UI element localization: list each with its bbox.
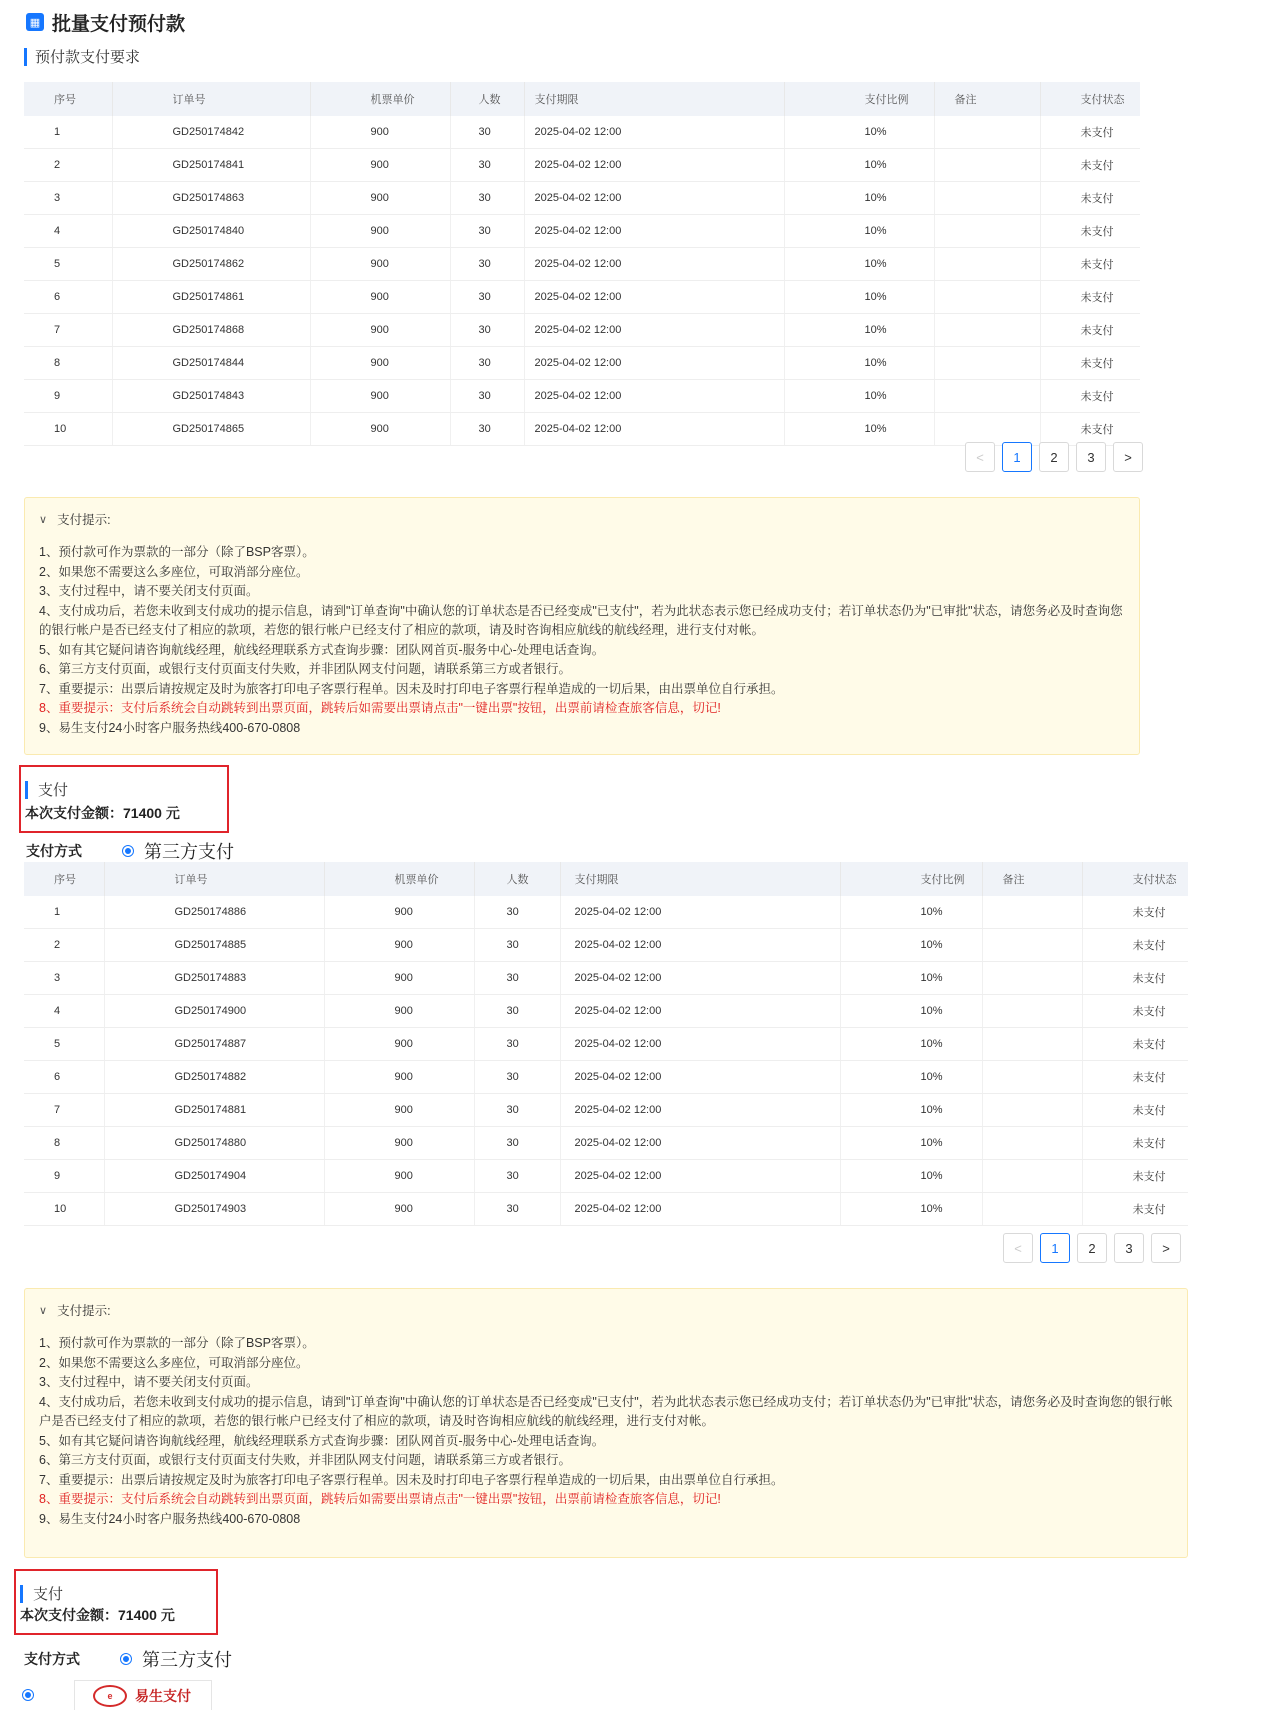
cell-payment-ratio: 10% bbox=[784, 182, 934, 215]
cell-passenger-count: 30 bbox=[450, 347, 524, 380]
order-table-1 bbox=[24, 82, 1140, 446]
cell-payment-deadline: 2025-04-02 12:00 bbox=[524, 380, 784, 413]
cell-payment-status: 未支付 bbox=[1040, 314, 1140, 347]
cell-remark bbox=[934, 314, 1040, 347]
cell-order-number: GD250174881 bbox=[104, 1094, 324, 1127]
cell-payment-status: 未支付 bbox=[1082, 1160, 1188, 1193]
cell-index: 3 bbox=[24, 962, 104, 995]
column-header-payment-deadline: 支付期限 bbox=[524, 82, 784, 116]
tip-line: 5、如有其它疑问请咨询航线经理，航线经理联系方式查询步骤：团队网首页-服务中心-处理电话查询。 bbox=[39, 642, 605, 657]
cell-payment-deadline: 2025-04-02 12:00 bbox=[524, 281, 784, 314]
cell-remark bbox=[982, 1094, 1082, 1127]
cell-unit-price: 900 bbox=[310, 116, 450, 149]
column-header-passenger-count: 人数 bbox=[450, 82, 524, 116]
tip-line: 2、如果您不需要这么多座位，可取消部分座位。 bbox=[39, 1355, 309, 1370]
tips-title: 支付提示: bbox=[57, 1304, 111, 1318]
third-party-option[interactable]: 第三方支付 bbox=[144, 842, 234, 862]
cell-unit-price: 900 bbox=[310, 380, 450, 413]
column-header-unit-price: 机票单价 bbox=[310, 82, 450, 116]
cell-order-number: GD250174886 bbox=[104, 896, 324, 929]
cell-payment-deadline: 2025-04-02 12:00 bbox=[524, 413, 784, 446]
cell-remark bbox=[982, 896, 1082, 929]
cell-order-number: GD250174865 bbox=[112, 413, 310, 446]
next-page-button[interactable]: > bbox=[1113, 442, 1143, 472]
column-header-remark: 备注 bbox=[982, 862, 1082, 896]
cell-payment-ratio: 10% bbox=[840, 995, 982, 1028]
cell-remark bbox=[934, 248, 1040, 281]
page-button-3[interactable]: 3 bbox=[1114, 1233, 1144, 1263]
table-row[interactable] bbox=[24, 248, 1140, 281]
cell-passenger-count: 30 bbox=[450, 149, 524, 182]
order-table-2 bbox=[24, 862, 1188, 1226]
table-row[interactable] bbox=[24, 281, 1140, 314]
table-row[interactable] bbox=[24, 314, 1140, 347]
cell-unit-price: 900 bbox=[324, 1028, 474, 1061]
tip-line: 8、重要提示：支付后系统会自动跳转到出票页面，跳转后如需要出票请点击"一键出票"按钮，出票前请检查旅客信息，切记! bbox=[39, 701, 721, 715]
column-header-remark: 备注 bbox=[934, 82, 1040, 116]
cell-unit-price: 900 bbox=[324, 1061, 474, 1094]
cell-unit-price: 900 bbox=[310, 413, 450, 446]
cell-payment-deadline: 2025-04-02 12:00 bbox=[560, 1061, 840, 1094]
cell-order-number: GD250174862 bbox=[112, 248, 310, 281]
cell-passenger-count: 30 bbox=[450, 215, 524, 248]
payment-amount: 本次支付金额：71400 元 bbox=[20, 1607, 175, 1623]
cell-unit-price: 900 bbox=[324, 962, 474, 995]
cell-passenger-count: 30 bbox=[450, 380, 524, 413]
table-row[interactable] bbox=[24, 1094, 1188, 1127]
cell-remark bbox=[982, 1160, 1082, 1193]
tips-list bbox=[39, 1334, 1173, 1529]
cell-order-number: GD250174882 bbox=[104, 1061, 324, 1094]
tip-line: 2、如果您不需要这么多座位，可取消部分座位。 bbox=[39, 564, 309, 579]
cell-payment-status: 未支付 bbox=[1040, 215, 1140, 248]
cell-index: 8 bbox=[24, 347, 112, 380]
cell-order-number: GD250174883 bbox=[104, 962, 324, 995]
page-button-1[interactable]: 1 bbox=[1002, 442, 1032, 472]
cell-payment-status: 未支付 bbox=[1082, 1028, 1188, 1061]
payment-label bbox=[25, 779, 68, 800]
cell-order-number: GD250174844 bbox=[112, 347, 310, 380]
cell-index: 6 bbox=[24, 1061, 104, 1094]
cell-remark bbox=[934, 413, 1040, 446]
cell-payment-status: 未支付 bbox=[1082, 962, 1188, 995]
cell-unit-price: 900 bbox=[324, 896, 474, 929]
tip-line: 4、支付成功后，若您未收到支付成功的提示信息，请到"订单查询"中确认您的订单状态是否已经变成"已支付"，若为此状态表示您已经成功支付；若订单状态仍为"已审批"状态，请您务必及时查询您的银行帐户是否已经支付了相应的款项，若您的银行帐户已经支付了相应的款项，请及时咨询相应航线的航线经理，进行支付对帐。 bbox=[39, 603, 1123, 637]
column-header-index: 序号 bbox=[24, 82, 112, 116]
cell-payment-ratio: 10% bbox=[784, 215, 934, 248]
table-row[interactable] bbox=[24, 1061, 1188, 1094]
payment-label bbox=[20, 1583, 63, 1604]
table-row[interactable] bbox=[24, 1193, 1188, 1226]
cell-passenger-count: 30 bbox=[450, 182, 524, 215]
prev-page-button[interactable]: < bbox=[1003, 1233, 1033, 1263]
prev-page-button[interactable]: < bbox=[965, 442, 995, 472]
cell-remark bbox=[982, 962, 1082, 995]
cell-unit-price: 900 bbox=[310, 281, 450, 314]
page-button-2[interactable]: 2 bbox=[1039, 442, 1069, 472]
tip-line: 6、第三方支付页面，或银行支付页面支付失败，并非团队网支付问题，请联系第三方或者银行。 bbox=[39, 662, 571, 676]
payment-label-text: 支付 bbox=[33, 1586, 64, 1603]
cell-remark bbox=[982, 1193, 1082, 1226]
table-row[interactable] bbox=[24, 995, 1188, 1028]
cell-passenger-count: 30 bbox=[474, 995, 560, 1028]
cell-index: 1 bbox=[24, 116, 112, 149]
tip-line: 1、预付款可作为票款的一部分（除了BSP客票）。 bbox=[39, 545, 315, 559]
cell-order-number: GD250174900 bbox=[104, 995, 324, 1028]
cell-order-number: GD250174880 bbox=[104, 1127, 324, 1160]
cell-unit-price: 900 bbox=[324, 1160, 474, 1193]
cell-index: 4 bbox=[24, 995, 104, 1028]
cell-payment-ratio: 10% bbox=[784, 347, 934, 380]
cell-payment-deadline: 2025-04-02 12:00 bbox=[560, 896, 840, 929]
cell-passenger-count: 30 bbox=[474, 1160, 560, 1193]
section-accent-bar bbox=[20, 1585, 23, 1603]
cell-order-number: GD250174840 bbox=[112, 215, 310, 248]
pagination-2 bbox=[1003, 1233, 1181, 1263]
table-row[interactable] bbox=[24, 962, 1188, 995]
cell-passenger-count: 30 bbox=[474, 1127, 560, 1160]
payment-tips-panel-2 bbox=[24, 1288, 1188, 1558]
cell-unit-price: 900 bbox=[310, 347, 450, 380]
cell-order-number: GD250174903 bbox=[104, 1193, 324, 1226]
cell-payment-ratio: 10% bbox=[784, 149, 934, 182]
pagination-1 bbox=[965, 442, 1143, 472]
cell-passenger-count: 30 bbox=[474, 1193, 560, 1226]
cell-remark bbox=[934, 116, 1040, 149]
cell-index: 2 bbox=[24, 149, 112, 182]
cell-passenger-count: 30 bbox=[474, 896, 560, 929]
cell-unit-price: 900 bbox=[310, 248, 450, 281]
cell-remark bbox=[934, 281, 1040, 314]
cell-remark bbox=[934, 347, 1040, 380]
cell-remark bbox=[982, 1127, 1082, 1160]
cell-passenger-count: 30 bbox=[450, 248, 524, 281]
table-row[interactable] bbox=[24, 380, 1140, 413]
table-row[interactable] bbox=[24, 182, 1140, 215]
table-row[interactable] bbox=[24, 215, 1140, 248]
cell-payment-deadline: 2025-04-02 12:00 bbox=[524, 182, 784, 215]
cell-payment-deadline: 2025-04-02 12:00 bbox=[524, 347, 784, 380]
cell-payment-ratio: 10% bbox=[840, 962, 982, 995]
cell-payment-ratio: 10% bbox=[784, 413, 934, 446]
cell-index: 5 bbox=[24, 1028, 104, 1061]
cell-passenger-count: 30 bbox=[450, 281, 524, 314]
cell-remark bbox=[934, 215, 1040, 248]
tip-line: 9、易生支付24小时客户服务热线400-670-0808 bbox=[39, 1511, 301, 1526]
cell-payment-deadline: 2025-04-02 12:00 bbox=[560, 962, 840, 995]
cell-payment-status: 未支付 bbox=[1082, 1061, 1188, 1094]
tip-line: 7、重要提示：出票后请按规定及时为旅客打印电子客票行程单。因未及时打印电子客票行程单造成的一切后果，由出票单位自行承担。 bbox=[39, 1472, 784, 1487]
provider-radio[interactable] bbox=[22, 1689, 34, 1701]
table-row[interactable] bbox=[24, 1127, 1188, 1160]
cell-unit-price: 900 bbox=[310, 149, 450, 182]
cell-payment-ratio: 10% bbox=[784, 248, 934, 281]
cell-payment-ratio: 10% bbox=[784, 314, 934, 347]
tip-line: 8、重要提示：支付后系统会自动跳转到出票页面，跳转后如需要出票请点击"一键出票"按钮，出票前请检查旅客信息，切记! bbox=[39, 1492, 721, 1506]
cell-unit-price: 900 bbox=[324, 1193, 474, 1226]
cell-payment-deadline: 2025-04-02 12:00 bbox=[560, 1127, 840, 1160]
cell-order-number: GD250174861 bbox=[112, 281, 310, 314]
payment-method-label: 支付方式 bbox=[26, 843, 82, 859]
cell-payment-ratio: 10% bbox=[784, 281, 934, 314]
cell-payment-deadline: 2025-04-02 12:00 bbox=[524, 248, 784, 281]
table-row[interactable] bbox=[24, 896, 1188, 929]
tip-line: 1、预付款可作为票款的一部分（除了BSP客票）。 bbox=[39, 1336, 315, 1350]
cell-unit-price: 900 bbox=[324, 929, 474, 962]
payment-method-row-1 bbox=[26, 838, 234, 864]
next-page-button[interactable]: > bbox=[1151, 1233, 1181, 1263]
table-header-row bbox=[24, 82, 1140, 116]
cell-payment-deadline: 2025-04-02 12:00 bbox=[524, 215, 784, 248]
cell-payment-ratio: 10% bbox=[840, 1160, 982, 1193]
cell-remark bbox=[982, 995, 1082, 1028]
table-header-row bbox=[24, 862, 1188, 896]
page-button-2[interactable]: 2 bbox=[1077, 1233, 1107, 1263]
tips-header[interactable] bbox=[39, 510, 1125, 528]
cell-order-number: GD250174843 bbox=[112, 380, 310, 413]
cell-order-number: GD250174841 bbox=[112, 149, 310, 182]
page-title: 批量支付预付款 bbox=[52, 13, 186, 35]
cell-unit-price: 900 bbox=[310, 215, 450, 248]
table-row[interactable] bbox=[24, 1028, 1188, 1061]
cell-payment-ratio: 10% bbox=[784, 116, 934, 149]
chevron-down-icon[interactable]: ∨ bbox=[39, 513, 48, 526]
payment-amount-box-1 bbox=[19, 765, 229, 833]
cell-remark bbox=[934, 182, 1040, 215]
cell-payment-status: 未支付 bbox=[1040, 248, 1140, 281]
cell-unit-price: 900 bbox=[310, 182, 450, 215]
cell-remark bbox=[982, 929, 1082, 962]
cell-passenger-count: 30 bbox=[474, 1028, 560, 1061]
column-header-order-number: 订单号 bbox=[104, 862, 324, 896]
cell-payment-status: 未支付 bbox=[1040, 347, 1140, 380]
cell-payment-status: 未支付 bbox=[1082, 929, 1188, 962]
payment-tips-panel-1 bbox=[24, 497, 1140, 755]
tips-header[interactable] bbox=[39, 1301, 1173, 1319]
third-party-radio[interactable] bbox=[122, 845, 134, 857]
cell-payment-status: 未支付 bbox=[1040, 182, 1140, 215]
cell-payment-ratio: 10% bbox=[784, 380, 934, 413]
table-row[interactable] bbox=[24, 1160, 1188, 1193]
cell-order-number: GD250174863 bbox=[112, 182, 310, 215]
column-header-payment-status: 支付状态 bbox=[1040, 82, 1140, 116]
cell-payment-status: 未支付 bbox=[1082, 1094, 1188, 1127]
cell-unit-price: 900 bbox=[324, 995, 474, 1028]
tips-title: 支付提示: bbox=[57, 513, 111, 527]
column-header-payment-deadline: 支付期限 bbox=[560, 862, 840, 896]
cell-index: 6 bbox=[24, 281, 112, 314]
tip-line: 9、易生支付24小时客户服务热线400-670-0808 bbox=[39, 720, 301, 735]
cell-order-number: GD250174842 bbox=[112, 116, 310, 149]
cell-order-number: GD250174868 bbox=[112, 314, 310, 347]
cell-payment-ratio: 10% bbox=[840, 1094, 982, 1127]
cell-passenger-count: 30 bbox=[474, 1094, 560, 1127]
cell-order-number: GD250174887 bbox=[104, 1028, 324, 1061]
cell-passenger-count: 30 bbox=[450, 116, 524, 149]
third-party-radio[interactable] bbox=[120, 1653, 132, 1665]
cell-payment-status: 未支付 bbox=[1082, 896, 1188, 929]
page-header bbox=[26, 8, 185, 36]
cell-index: 10 bbox=[24, 413, 112, 446]
cell-payment-deadline: 2025-04-02 12:00 bbox=[560, 929, 840, 962]
cell-unit-price: 900 bbox=[324, 1094, 474, 1127]
payment-method-row-2 bbox=[24, 1646, 232, 1672]
calculator-icon: ▦ bbox=[26, 13, 44, 31]
cell-index: 9 bbox=[24, 1160, 104, 1193]
cell-unit-price: 900 bbox=[324, 1127, 474, 1160]
cell-index: 7 bbox=[24, 314, 112, 347]
cell-remark bbox=[934, 380, 1040, 413]
cell-unit-price: 900 bbox=[310, 314, 450, 347]
table-row[interactable] bbox=[24, 116, 1140, 149]
column-header-passenger-count: 人数 bbox=[474, 862, 560, 896]
cell-payment-deadline: 2025-04-02 12:00 bbox=[560, 995, 840, 1028]
column-header-payment-status: 支付状态 bbox=[1082, 862, 1188, 896]
cell-payment-deadline: 2025-04-02 12:00 bbox=[524, 314, 784, 347]
payment-amount: 本次支付金额：71400 元 bbox=[25, 805, 180, 821]
provider-logo-icon: e bbox=[93, 1685, 127, 1707]
cell-index: 3 bbox=[24, 182, 112, 215]
cell-payment-status: 未支付 bbox=[1040, 116, 1140, 149]
cell-payment-ratio: 10% bbox=[840, 1127, 982, 1160]
cell-passenger-count: 30 bbox=[474, 1061, 560, 1094]
page-button-1[interactable]: 1 bbox=[1040, 1233, 1070, 1263]
cell-payment-status: 未支付 bbox=[1082, 995, 1188, 1028]
cell-payment-deadline: 2025-04-02 12:00 bbox=[524, 116, 784, 149]
chevron-down-icon[interactable]: ∨ bbox=[39, 1304, 48, 1317]
section-accent-bar bbox=[24, 48, 27, 66]
cell-payment-ratio: 10% bbox=[840, 1028, 982, 1061]
table-row[interactable] bbox=[24, 413, 1140, 446]
cell-payment-status: 未支付 bbox=[1040, 149, 1140, 182]
tip-line: 3、支付过程中，请不要关闭支付页面。 bbox=[39, 584, 259, 598]
cell-index: 8 bbox=[24, 1127, 104, 1160]
cell-order-number: GD250174904 bbox=[104, 1160, 324, 1193]
cell-index: 1 bbox=[24, 896, 104, 929]
cell-payment-deadline: 2025-04-02 12:00 bbox=[560, 1094, 840, 1127]
table-row[interactable] bbox=[24, 347, 1140, 380]
table-row[interactable] bbox=[24, 149, 1140, 182]
cell-remark bbox=[934, 149, 1040, 182]
payment-amount-box-2 bbox=[14, 1569, 218, 1635]
tip-line: 4、支付成功后，若您未收到支付成功的提示信息，请到"订单查询"中确认您的订单状态是否已经变成"已支付"，若为此状态表示您已经成功支付；若订单状态仍为"已审批"状态，请您务必及时查询您的银行帐户是否已经支付了相应的款项，若您的银行帐户已经支付了相应的款项，请及时咨询相应航线的航线经理，进行支付对帐。 bbox=[39, 1394, 1173, 1428]
column-header-index: 序号 bbox=[24, 862, 104, 896]
table-row[interactable] bbox=[24, 929, 1188, 962]
column-header-payment-ratio: 支付比例 bbox=[784, 82, 934, 116]
cell-index: 7 bbox=[24, 1094, 104, 1127]
third-party-option[interactable]: 第三方支付 bbox=[142, 1650, 232, 1670]
section-accent-bar bbox=[25, 781, 28, 799]
cell-order-number: GD250174885 bbox=[104, 929, 324, 962]
cell-index: 9 bbox=[24, 380, 112, 413]
provider-name: 易生支付 bbox=[135, 1687, 191, 1704]
cell-payment-ratio: 10% bbox=[840, 1061, 982, 1094]
tip-line: 3、支付过程中，请不要关闭支付页面。 bbox=[39, 1375, 259, 1389]
payment-method-label: 支付方式 bbox=[24, 1651, 80, 1667]
cell-index: 2 bbox=[24, 929, 104, 962]
tip-line: 5、如有其它疑问请咨询航线经理，航线经理联系方式查询步骤：团队网首页-服务中心-处理电话查询。 bbox=[39, 1433, 605, 1448]
cell-remark bbox=[982, 1061, 1082, 1094]
cell-payment-deadline: 2025-04-02 12:00 bbox=[560, 1193, 840, 1226]
cell-payment-deadline: 2025-04-02 12:00 bbox=[524, 149, 784, 182]
page-button-3[interactable]: 3 bbox=[1076, 442, 1106, 472]
cell-index: 10 bbox=[24, 1193, 104, 1226]
cell-passenger-count: 30 bbox=[450, 314, 524, 347]
section-title: 预付款支付要求 bbox=[35, 49, 141, 66]
column-header-payment-ratio: 支付比例 bbox=[840, 862, 982, 896]
column-header-order-number: 订单号 bbox=[112, 82, 310, 116]
tip-line: 7、重要提示：出票后请按规定及时为旅客打印电子客票行程单。因未及时打印电子客票行程单造成的一切后果，由出票单位自行承担。 bbox=[39, 681, 784, 696]
column-header-unit-price: 机票单价 bbox=[324, 862, 474, 896]
section-header bbox=[24, 46, 140, 67]
cell-payment-ratio: 10% bbox=[840, 1193, 982, 1226]
payment-label-text: 支付 bbox=[38, 782, 69, 799]
tips-list bbox=[39, 543, 1125, 738]
cell-index: 5 bbox=[24, 248, 112, 281]
cell-payment-status: 未支付 bbox=[1040, 281, 1140, 314]
cell-remark bbox=[982, 1028, 1082, 1061]
tip-line: 6、第三方支付页面，或银行支付页面支付失败，并非团队网支付问题，请联系第三方或者银行。 bbox=[39, 1453, 571, 1467]
cell-payment-deadline: 2025-04-02 12:00 bbox=[560, 1028, 840, 1061]
cell-payment-ratio: 10% bbox=[840, 896, 982, 929]
cell-payment-ratio: 10% bbox=[840, 929, 982, 962]
cell-payment-deadline: 2025-04-02 12:00 bbox=[560, 1160, 840, 1193]
cell-passenger-count: 30 bbox=[474, 962, 560, 995]
cell-payment-status: 未支付 bbox=[1082, 1193, 1188, 1226]
cell-payment-status: 未支付 bbox=[1040, 413, 1140, 446]
cell-payment-status: 未支付 bbox=[1082, 1127, 1188, 1160]
cell-passenger-count: 30 bbox=[450, 413, 524, 446]
cell-passenger-count: 30 bbox=[474, 929, 560, 962]
cell-index: 4 bbox=[24, 215, 112, 248]
cell-payment-status: 未支付 bbox=[1040, 380, 1140, 413]
